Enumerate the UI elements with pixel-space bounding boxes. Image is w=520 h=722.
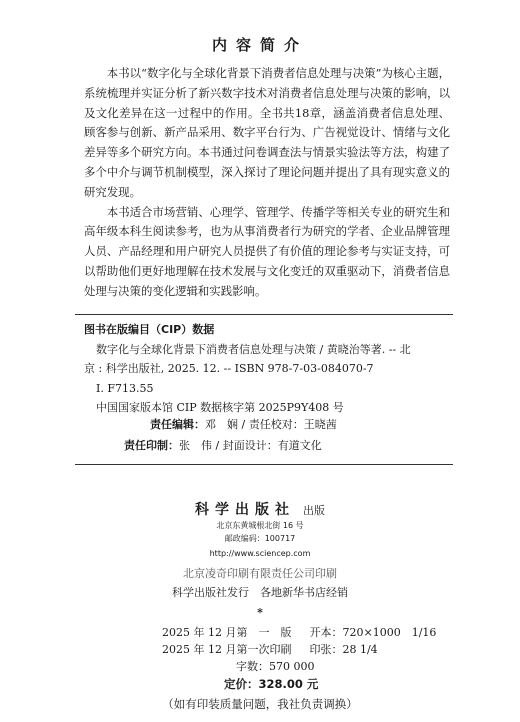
cip-line-classification: Ⅰ. F713.55 [96, 381, 154, 395]
print-name: 张 伟 [179, 439, 212, 452]
proof-name: 王晓茜 [303, 418, 337, 431]
word-count: 字数：570 000 [236, 660, 315, 673]
publisher-line [0, 499, 520, 519]
cip-top-rule [75, 314, 453, 315]
publisher-name: 科学出版社 [195, 502, 295, 518]
cip-line-publisher: 京 : 科学出版社, 2025. 12. -- ISBN 978-7-03-084070-7 [84, 362, 374, 375]
publisher-zip: 邮政编码：100717 [224, 534, 296, 543]
staff-line-print [124, 437, 484, 453]
summary-paragraph: 本书适合市场营销、心理学、管理学、传播学等相关专业的研究生和高年级本科生阅读参考，也为从事消费者行为研究的学者、企业品牌管理人员、产品经理和用户研究人员提供了有价值的理论参考与实证支持，可以帮助他们更好地理解在技术发展与文化变迁的双重驱动下，消费者信息处理与决策的变化逻辑和实践影响。 [84, 204, 450, 298]
staff-line-editors [150, 416, 470, 432]
format-spec: 开本：720×1000 1/16 [309, 626, 437, 639]
separator-star: * [257, 606, 263, 619]
publisher-suffix: 出版 [303, 504, 325, 517]
printer-line: 北京凌奇印刷有限责任公司印刷 [183, 567, 337, 580]
publisher-address: 北京东黄城根北街 16 号 [216, 521, 304, 530]
summary-paragraph: 本书以“数字化与全球化背景下消费者信息处理与决策”为核心主题，系统梳理并实证分析了新兴数字技术对消费者信息处理与决策的影响，以及文化差异在这一过程中的作用。全书共18章，涵盖消费者信息处理、顾客参与创新、新产品采用、数字平台行为、广告视觉设计、情绪与文化差异等多个研究方向。本书通过问卷调查法与情景实验法等方法，构建了多个中介与调节机制模型，深入探讨了理论问题并提出了具有现实意义的研究发现。 [84, 66, 450, 199]
edition-date: 2025 年 12 月第 一 版 [162, 626, 292, 639]
sheet-count: 印张：28 1/4 [309, 643, 378, 656]
distribution-line: 科学出版社发行 各地新华书店经销 [172, 586, 348, 599]
cip-line-record: 中国国家版本馆 CIP 数据核字第 2025P9Y408 号 [96, 401, 344, 414]
cip-heading: 图书在版编目（CIP）数据 [84, 323, 215, 336]
summary-section [84, 64, 450, 302]
proof-label: / 责任校对： [241, 418, 304, 431]
cip-block [84, 320, 450, 418]
cip-line-title: 数字化与全球化背景下消费者信息处理与决策 / 黄晓治等著. -- 北 [96, 342, 411, 356]
price: 定价：328.00 元 [224, 677, 319, 691]
editor-name: 邓 娴 [205, 418, 238, 431]
design-label: / 封面设计： [215, 439, 278, 452]
printing-date: 2025 年 12 月第一次印刷 [162, 643, 292, 656]
quality-notice: （如有印装质量问题，我社负责调换） [162, 697, 358, 711]
printing-line [162, 641, 378, 657]
page-title: 内容简介 [211, 36, 308, 54]
design-name: 有道文化 [277, 439, 322, 452]
edition-line [162, 624, 436, 640]
cip-bottom-rule [75, 464, 453, 465]
print-label: 责任印制： [124, 439, 179, 452]
editor-label: 责任编辑： [150, 418, 205, 431]
publisher-website: http://www.sciencep.com [209, 549, 311, 558]
